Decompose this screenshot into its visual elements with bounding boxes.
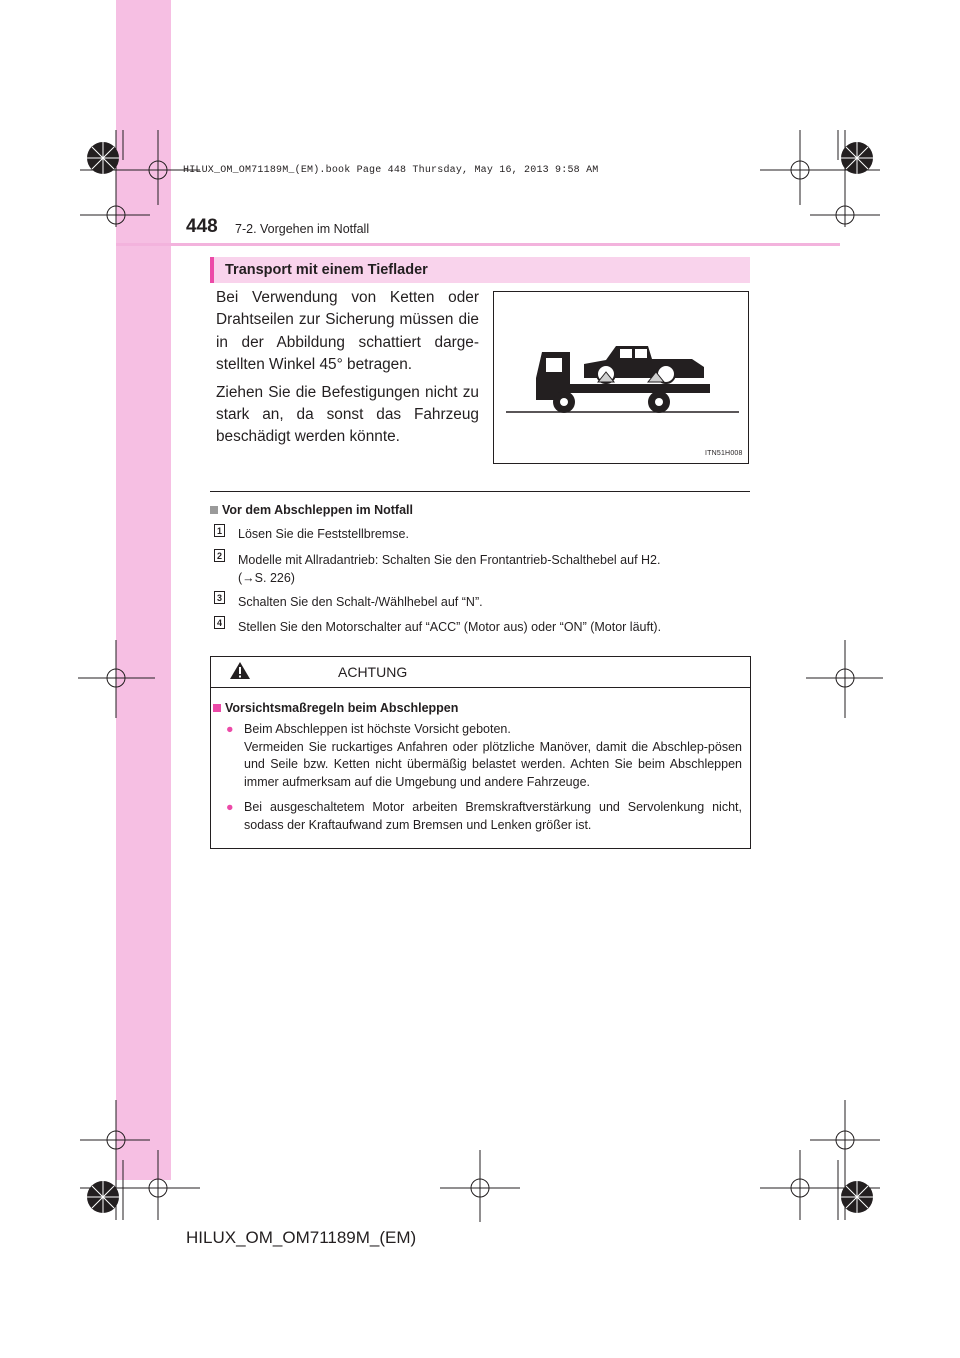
step-number-box: 2 [214, 549, 225, 562]
step-text: Lösen Sie die Feststellbremse. [238, 527, 409, 541]
square-bullet-icon [210, 506, 218, 514]
step-text: Schalten Sie den Schalt-/Wählhebel auf “N”. [238, 595, 483, 609]
before-towing-heading [210, 503, 413, 517]
before-towing-heading-text: Vor dem Abschleppen im Notfall [222, 503, 413, 517]
warning-triangle-icon [229, 661, 251, 680]
flatbed-truck-illustration [494, 292, 748, 463]
book-info-line: HILUX_OM_OM71189M_(EM).book Page 448 Thursday, May 16, 2013 9:58 AM [183, 165, 599, 176]
intro-paragraph-2: Ziehen Sie die Befestigungen nicht zu stark an, da sonst das Fahrzeug beschädigt werden könnte. [216, 383, 479, 446]
step-text: Modelle mit Allradantrieb: Schalten Sie den Frontantrieb-Schalthebel auf H2. [238, 553, 661, 567]
figure-label: ITN51H008 [705, 450, 743, 457]
footer-document-code: HILUX_OM_OM71189M_(EM) [186, 1228, 417, 1247]
caution-header [211, 657, 750, 688]
intro-text [216, 287, 479, 454]
page-number: 448 [186, 216, 218, 237]
round-bullet-icon: ● [226, 800, 234, 814]
section-name: 7-2. Vorgehen im Notfall [235, 222, 370, 236]
section-title: Transport mit einem Tieflader [225, 262, 428, 278]
step-number-box: 1 [214, 524, 225, 537]
intro-paragraph-1: Bei Verwendung von Ketten oder Drahtseilen zur Sicherung müssen die in der Abbildung schattiert darge-stellten Winkel 45° betragen. [216, 289, 479, 374]
section-divider [210, 491, 750, 492]
square-bullet-icon [213, 704, 221, 712]
step-number-box: 4 [214, 616, 225, 629]
caution-bullet-1-line2: Vermeiden Sie ruckartiges Anfahren oder plötzliche Manöver, damit die Abschlep-pösen und Seile bzw. Ketten nicht übermäßig belastet werden. Achten Sie beim Abschleppen immer aufmerksam auf die Umgebung und andere Fahrzeuge. [244, 739, 742, 789]
caution-subheading-text: Vorsichtsmaßregeln beim Abschleppen [225, 701, 459, 715]
step-number-box: 3 [214, 591, 225, 604]
caution-subheading [213, 701, 458, 715]
step-text-reference: (→S. 226) [238, 571, 295, 585]
caution-bullet-1-line1: Beim Abschleppen ist höchste Vorsicht geboten. [244, 722, 511, 736]
caution-bullet-2: Bei ausgeschaltetem Motor arbeiten Bremskraftverstärkung und Servolenkung nicht, sodass der Kraftaufwand zum Bremsen und Lenken größer ist. [244, 800, 742, 832]
caution-bullet-1 [244, 721, 742, 791]
caution-title: ACHTUNG [338, 664, 408, 680]
step-text: Stellen Sie den Motorschalter auf “ACC” (Motor aus) oder “ON” (Motor läuft). [238, 620, 662, 634]
round-bullet-icon: ● [226, 722, 234, 736]
figure-box [493, 291, 749, 464]
